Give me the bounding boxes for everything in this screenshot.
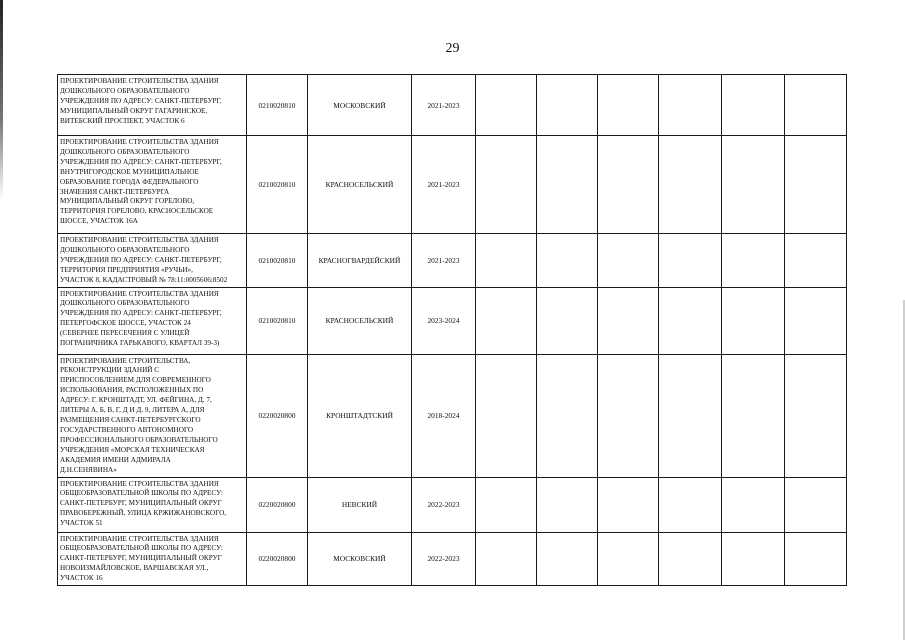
project-name-line: ПЕТЕРГОФСКОЕ ШОССЕ, УЧАСТОК 24 bbox=[60, 319, 191, 328]
project-name-line: ВНУТРИГОРОДСКОЕ МУНИЦИПАЛЬНОЕ bbox=[60, 167, 199, 176]
project-name-line: ПРИСПОСОБЛЕНИЕМ ДЛЯ СОВРЕМЕННОГО bbox=[60, 376, 211, 385]
table-row bbox=[58, 75, 847, 136]
project-name-line: ПРОЕКТИРОВАНИЕ СТРОИТЕЛЬСТВА ЗДАНИЯ bbox=[60, 289, 219, 298]
empty-cell bbox=[659, 75, 722, 136]
project-name-line: РАЗМЕЩЕНИЯ САНКТ-ПЕТЕРБУРГСКОГО bbox=[60, 415, 201, 424]
empty-cell bbox=[722, 354, 785, 477]
project-name-line: ТЕРРИТОРИЯ ГОРЕЛОВО, КРАСНОСЕЛЬСКОЕ bbox=[60, 207, 214, 216]
project-name-line: ДОШКОЛЬНОГО ОБРАЗОВАТЕЛЬНОГО bbox=[60, 86, 190, 95]
empty-cell bbox=[659, 287, 722, 354]
period-cell: 2022-2023 bbox=[412, 532, 476, 586]
empty-cell bbox=[659, 136, 722, 234]
project-name-line: УЧРЕЖДЕНИЯ «МОРСКАЯ ТЕХНИЧЕСКАЯ bbox=[60, 445, 205, 454]
project-name-line: ПРОЕКТИРОВАНИЕ СТРОИТЕЛЬСТВА, bbox=[60, 356, 191, 365]
project-name-cell bbox=[58, 477, 247, 532]
project-name-cell bbox=[58, 354, 247, 477]
empty-cell bbox=[659, 354, 722, 477]
period-cell: 2021-2023 bbox=[412, 75, 476, 136]
district-cell: КРАСНОСЕЛЬСКИЙ bbox=[308, 136, 412, 234]
project-name-line: ИСПОЛЬЗОВАНИЯ, РАСПОЛОЖЕННЫХ ПО bbox=[60, 386, 204, 395]
period-cell: 2021-2023 bbox=[412, 234, 476, 288]
scan-left-edge bbox=[0, 0, 3, 200]
project-name-cell bbox=[58, 287, 247, 354]
project-name-line: УЧРЕЖДЕНИЯ ПО АДРЕСУ: САНКТ-ПЕТЕРБУРГ, bbox=[60, 255, 222, 264]
budget-code-cell: 0220020800 bbox=[247, 532, 308, 586]
empty-cell bbox=[659, 532, 722, 586]
period-cell: 2018-2024 bbox=[412, 354, 476, 477]
empty-cell bbox=[598, 287, 659, 354]
project-name-line: УЧАСТОК 51 bbox=[60, 519, 103, 528]
empty-cell bbox=[722, 532, 785, 586]
empty-cell bbox=[659, 477, 722, 532]
project-name-line: (СЕВЕРНЕЕ ПЕРЕСЕЧЕНИЯ С УЛИЦЕЙ bbox=[60, 329, 190, 338]
empty-cell bbox=[785, 234, 847, 288]
empty-cell bbox=[598, 75, 659, 136]
empty-cell bbox=[785, 354, 847, 477]
budget-table bbox=[57, 74, 847, 586]
budget-code-cell: 0220020800 bbox=[247, 477, 308, 532]
project-name-line: УЧАСТОК 16 bbox=[60, 574, 103, 583]
empty-cell bbox=[785, 136, 847, 234]
empty-cell bbox=[476, 477, 537, 532]
project-name-line: ШОССЕ, УЧАСТОК 16А bbox=[60, 217, 138, 226]
empty-cell bbox=[722, 234, 785, 288]
empty-cell bbox=[722, 477, 785, 532]
empty-cell bbox=[476, 136, 537, 234]
project-name-line: АКАДЕМИЯ ИМЕНИ АДМИРАЛА bbox=[60, 455, 171, 464]
empty-cell bbox=[476, 75, 537, 136]
project-name-line: ПРАВОБЕРЕЖНЫЙ, УЛИЦА КРЖИЖАНОВСКОГО, bbox=[60, 509, 227, 518]
budget-code-cell: 0220020800 bbox=[247, 354, 308, 477]
empty-cell bbox=[598, 136, 659, 234]
page-number: 29 bbox=[445, 41, 460, 56]
empty-cell bbox=[476, 354, 537, 477]
table-row bbox=[58, 136, 847, 234]
project-name-line: ОБЩЕОБРАЗОВАТЕЛЬНОЙ ШКОЛЫ ПО АДРЕСУ: bbox=[60, 544, 223, 553]
empty-cell bbox=[476, 234, 537, 288]
project-name-line: ТЕРРИТОРИЯ ПРЕДПРИЯТИЯ «РУЧЬИ», bbox=[60, 265, 193, 274]
period-cell: 2022-2023 bbox=[412, 477, 476, 532]
period-cell: 2023-2024 bbox=[412, 287, 476, 354]
project-name-line: ПРОЕКТИРОВАНИЕ СТРОИТЕЛЬСТВА ЗДАНИЯ bbox=[60, 138, 219, 146]
empty-cell bbox=[598, 477, 659, 532]
district-cell: НЕВСКИЙ bbox=[308, 477, 412, 532]
project-name-line: МУНИЦИПАЛЬНЫЙ ОКРУГ ГАГАРИНСКОЕ, bbox=[60, 106, 208, 115]
empty-cell bbox=[785, 532, 847, 586]
budget-code-cell: 0210020810 bbox=[247, 234, 308, 288]
district-cell: КРАСНОСЕЛЬСКИЙ bbox=[308, 287, 412, 354]
district-cell: КРОНШТАДТСКИЙ bbox=[308, 354, 412, 477]
project-name-cell bbox=[58, 234, 247, 288]
table-row bbox=[58, 234, 847, 288]
table-row bbox=[58, 354, 847, 477]
project-name-cell bbox=[58, 75, 247, 136]
project-name-line: САНКТ-ПЕТЕРБУРГ, МУНИЦИПАЛЬНЫЙ ОКРУГ bbox=[60, 499, 222, 508]
table-body bbox=[58, 75, 847, 586]
district-cell: КРАСНОГВАРДЕЙСКИЙ bbox=[308, 234, 412, 288]
project-name-line: ПРОФЕССИОНАЛЬНОГО ОБРАЗОВАТЕЛЬНОГО bbox=[60, 435, 218, 444]
budget-code-cell: 0210020810 bbox=[247, 75, 308, 136]
budget-code-cell: 0210020810 bbox=[247, 136, 308, 234]
empty-cell bbox=[785, 477, 847, 532]
project-name-line: ПОГРАНИЧНИКА ГАРЬКАВОГО, КВАРТАЛ 39-3) bbox=[60, 339, 220, 348]
empty-cell bbox=[537, 354, 598, 477]
project-name-line: ДОШКОЛЬНОГО ОБРАЗОВАТЕЛЬНОГО bbox=[60, 299, 190, 308]
empty-cell bbox=[476, 287, 537, 354]
period-cell: 2021-2023 bbox=[412, 136, 476, 234]
budget-code-cell: 0210020810 bbox=[247, 287, 308, 354]
project-name-line: САНКТ-ПЕТЕРБУРГ, МУНИЦИПАЛЬНЫЙ ОКРУГ bbox=[60, 554, 222, 563]
project-name-line: ДОШКОЛЬНОГО ОБРАЗОВАТЕЛЬНОГО bbox=[60, 147, 190, 156]
table-row bbox=[58, 477, 847, 532]
project-name-line: ПРОЕКТИРОВАНИЕ СТРОИТЕЛЬСТВА ЗДАНИЯ bbox=[60, 534, 219, 543]
project-name-line: УЧРЕЖДЕНИЯ ПО АДРЕСУ: САНКТ-ПЕТЕРБУРГ, bbox=[60, 309, 222, 318]
table-row bbox=[58, 287, 847, 354]
project-name-line: МУНИЦИПАЛЬНЫЙ ОКРУГ ГОРЕЛОВО, bbox=[60, 197, 195, 206]
project-name-line: НОВОИЗМАЙЛОВСКОЕ, ВАРШАВСКАЯ УЛ., bbox=[60, 564, 209, 573]
empty-cell bbox=[598, 234, 659, 288]
project-name-line: УЧРЕЖДЕНИЯ ПО АДРЕСУ: САНКТ-ПЕТЕРБУРГ, bbox=[60, 96, 222, 105]
project-name-cell bbox=[58, 136, 247, 234]
empty-cell bbox=[476, 532, 537, 586]
empty-cell bbox=[537, 477, 598, 532]
project-name-line: ОБЩЕОБРАЗОВАТЕЛЬНОЙ ШКОЛЫ ПО АДРЕСУ: bbox=[60, 489, 223, 498]
empty-cell bbox=[537, 75, 598, 136]
empty-cell bbox=[598, 532, 659, 586]
empty-cell bbox=[598, 354, 659, 477]
project-name-line: УЧРЕЖДЕНИЯ ПО АДРЕСУ: САНКТ-ПЕТЕРБУРГ, bbox=[60, 157, 222, 166]
empty-cell bbox=[537, 136, 598, 234]
empty-cell bbox=[537, 532, 598, 586]
project-name-line: РЕКОНСТРУКЦИИ ЗДАНИЙ С bbox=[60, 366, 160, 375]
project-name-line: ГОСУДАРСТВЕННОГО АВТОНОМНОГО bbox=[60, 425, 194, 434]
project-name-line: ОБРАЗОВАНИЕ ГОРОДА ФЕДЕРАЛЬНОГО bbox=[60, 177, 199, 186]
project-name-cell bbox=[58, 532, 247, 586]
project-name-line: ПРОЕКТИРОВАНИЕ СТРОИТЕЛЬСТВА ЗДАНИЯ bbox=[60, 77, 219, 85]
project-name-line: ПРОЕКТИРОВАНИЕ СТРОИТЕЛЬСТВА ЗДАНИЯ bbox=[60, 236, 219, 244]
empty-cell bbox=[659, 234, 722, 288]
project-name-line: УЧАСТОК 8, КАДАСТРОВЫЙ № 78:11:0005606:8502 bbox=[60, 275, 228, 284]
project-name-line: АДРЕСУ: Г. КРОНШТАДТ, УЛ. ФЕЙГИНА, Д. 7, bbox=[60, 396, 212, 405]
project-name-line: ЛИТЕРЫ А, Б, В, Г, Д И Д. 9, ЛИТЕРА А, ДЛЯ bbox=[60, 406, 205, 415]
project-name-line: ПРОЕКТИРОВАНИЕ СТРОИТЕЛЬСТВА ЗДАНИЯ bbox=[60, 479, 219, 488]
project-name-line: Д.Н.СЕНЯВИНА» bbox=[60, 465, 117, 474]
empty-cell bbox=[722, 136, 785, 234]
empty-cell bbox=[785, 287, 847, 354]
empty-cell bbox=[722, 287, 785, 354]
empty-cell bbox=[537, 234, 598, 288]
empty-cell bbox=[537, 287, 598, 354]
district-cell: МОСКОВСКИЙ bbox=[308, 75, 412, 136]
empty-cell bbox=[722, 75, 785, 136]
project-name-line: ВИТЕБСКИЙ ПРОСПЕКТ, УЧАСТОК 6 bbox=[60, 116, 185, 125]
table-row bbox=[58, 532, 847, 586]
empty-cell bbox=[785, 75, 847, 136]
project-name-line: ДОШКОЛЬНОГО ОБРАЗОВАТЕЛЬНОГО bbox=[60, 245, 190, 254]
district-cell: МОСКОВСКИЙ bbox=[308, 532, 412, 586]
project-name-line: ЗНАЧЕНИЯ САНКТ-ПЕТЕРБУРГА bbox=[60, 187, 170, 196]
